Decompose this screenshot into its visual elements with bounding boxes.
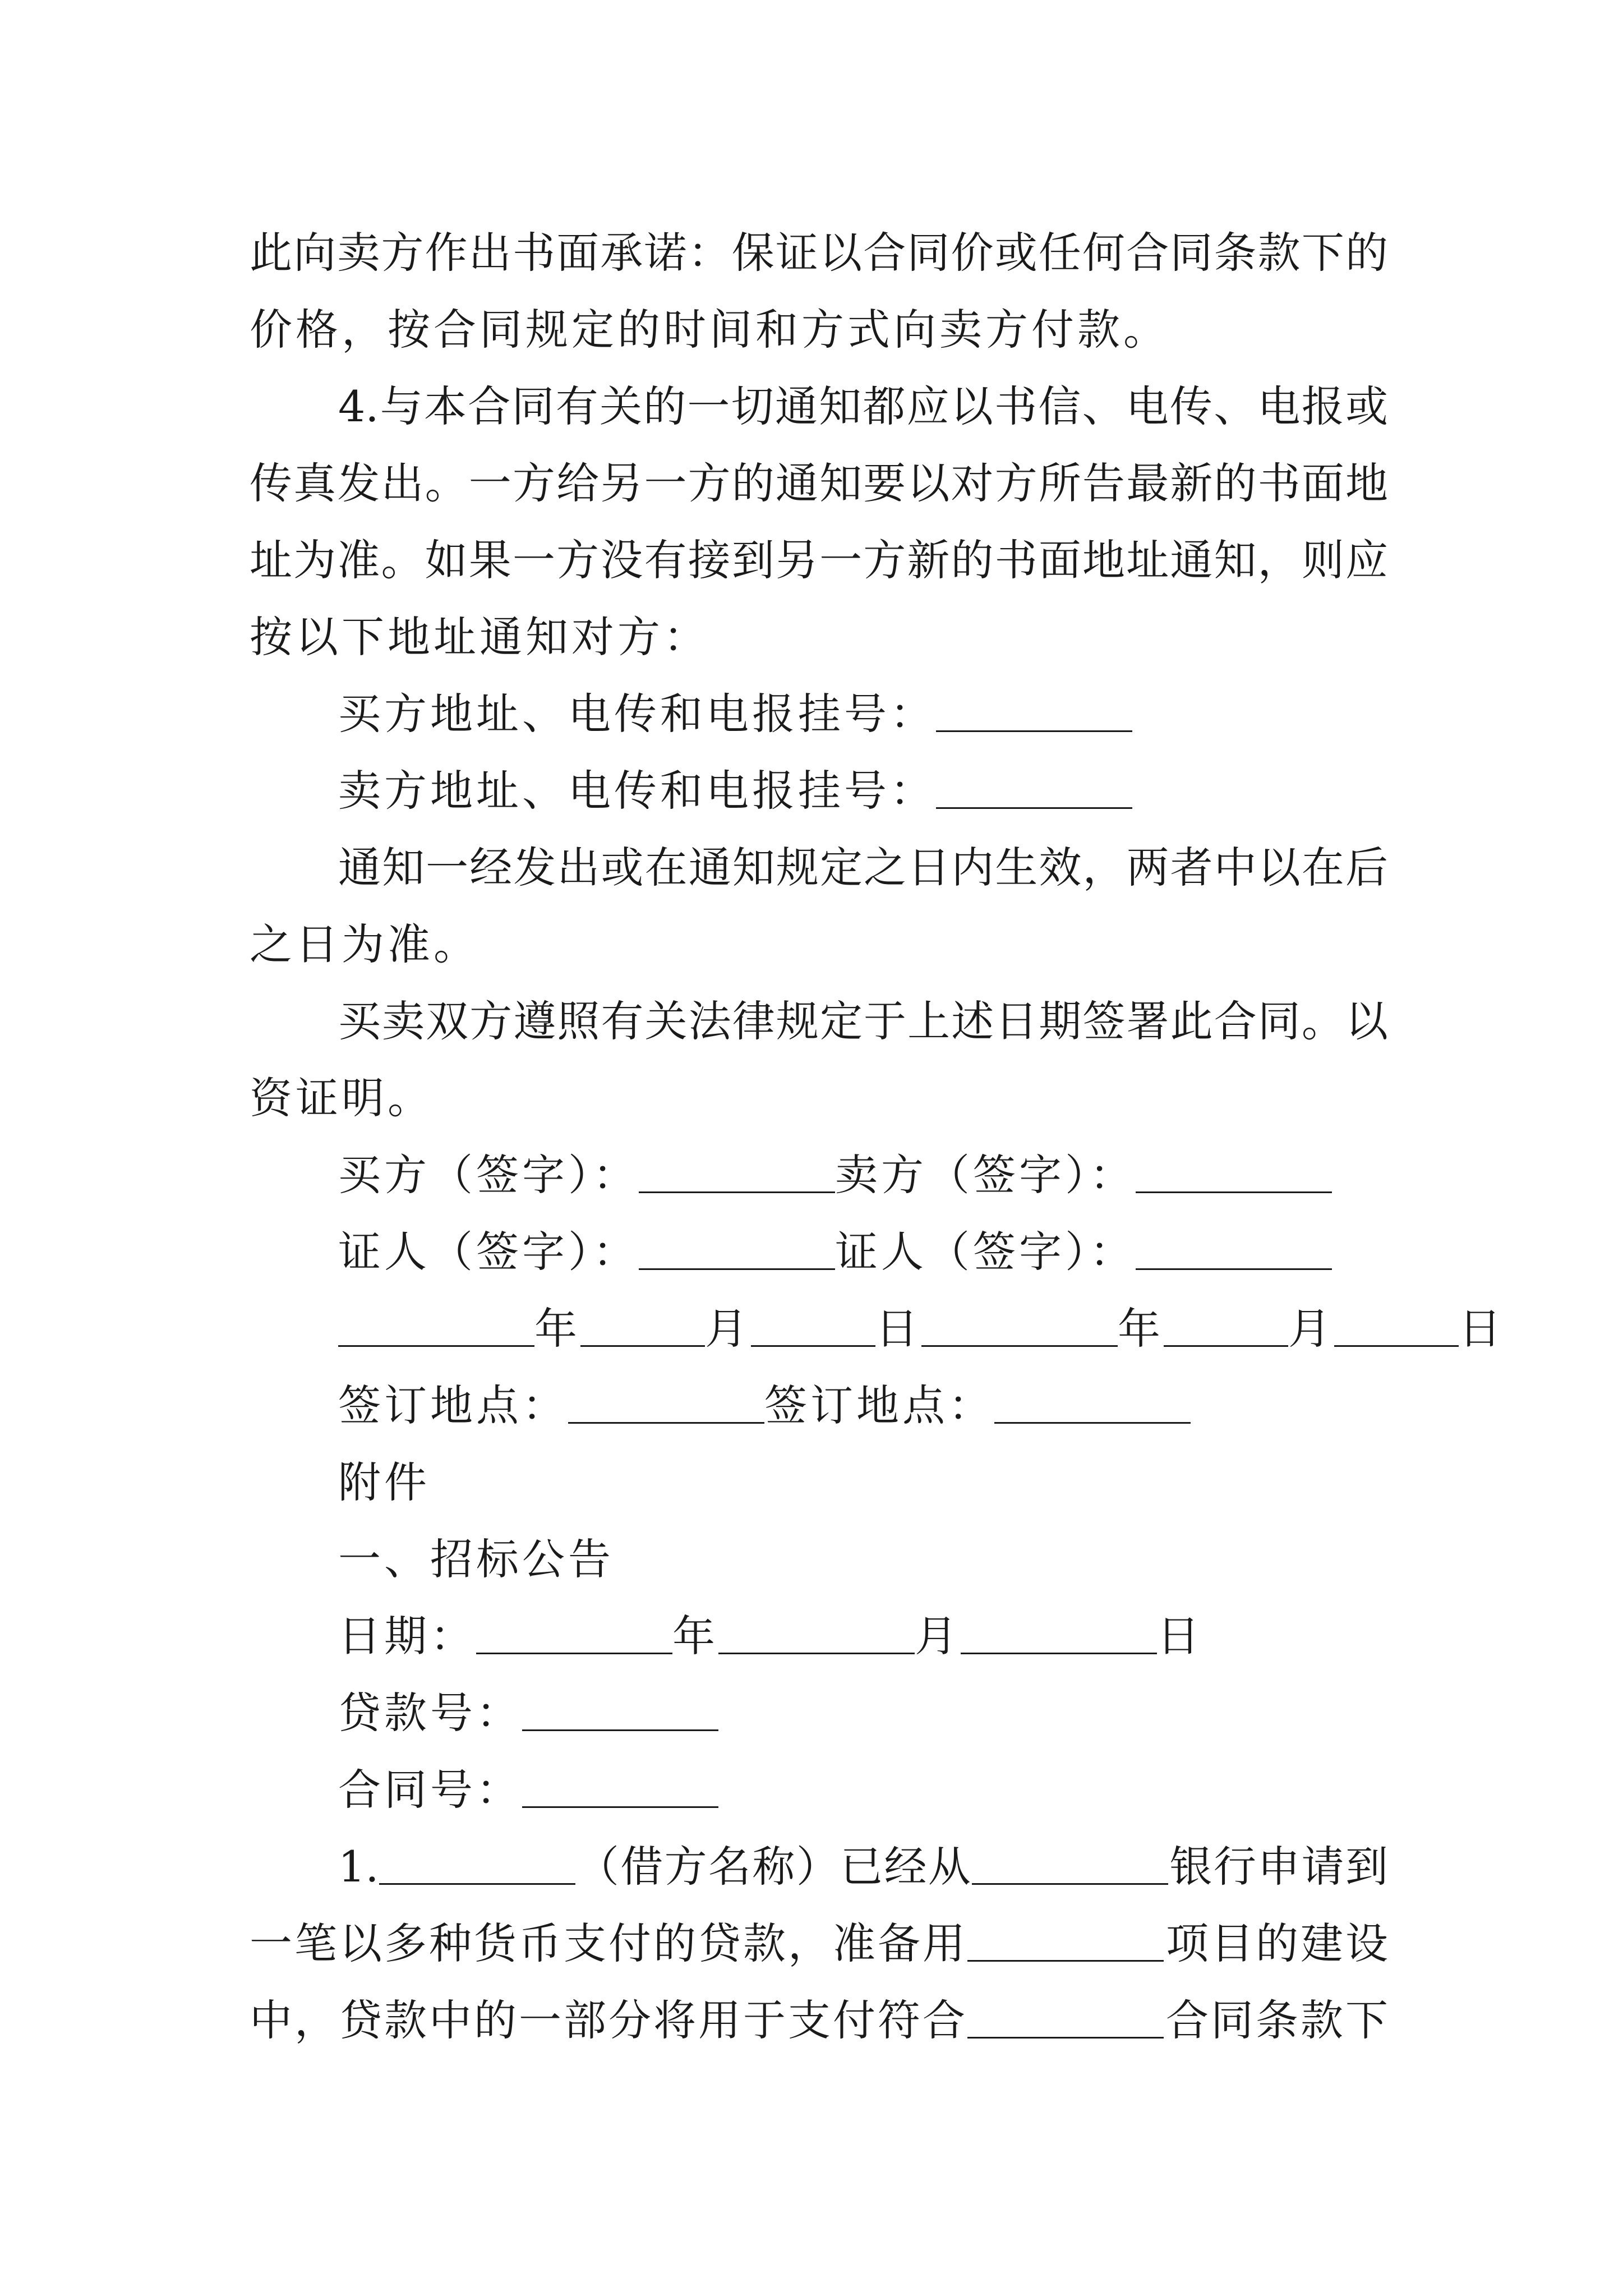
seller-address-line <box>250 752 1388 829</box>
blank-field <box>568 1388 764 1424</box>
blank-field <box>972 1849 1168 1885</box>
paragraph-line: 址为准。如果一方没有接到另一方新的书面地址通知，则应 <box>250 535 1388 585</box>
year-label: 年 <box>534 1304 580 1354</box>
year-label: 年 <box>672 1611 718 1661</box>
signing-place-line <box>250 1367 1388 1444</box>
blank-field <box>379 1849 575 1885</box>
text-segment: （借方名称）已经从 <box>575 1842 972 1892</box>
month-label: 月 <box>1288 1304 1334 1354</box>
paragraph-line: 4.与本合同有关的一切通知都应以书信、电传、电报或 <box>338 381 1388 431</box>
paragraph-line: 此向卖方作出书面承诺：保证以合同价或任何合同条款下的 <box>250 228 1388 278</box>
blank-field <box>936 697 1132 732</box>
blank-field <box>580 1312 705 1347</box>
blank-field <box>1164 1312 1288 1347</box>
blank-field <box>639 1158 835 1193</box>
blank-field <box>1136 1235 1332 1270</box>
day-label: 日 <box>1459 1304 1505 1354</box>
blank-field <box>921 1312 1118 1347</box>
loan-number-label: 贷款号： <box>338 1688 522 1738</box>
text-segment: 项目的建设 <box>1164 1918 1388 1968</box>
text-segment: 银行申请到 <box>1168 1842 1388 1892</box>
blank-field <box>967 1926 1164 1962</box>
text-segment: 合同条款下 <box>1164 1995 1388 2045</box>
date-field-line <box>250 1598 1388 1674</box>
paragraph-line: 传真发出。一方给另一方的通知要以对方所告最新的书面地 <box>250 458 1388 508</box>
witness-signature-label: 证人（签字）： <box>835 1227 1136 1277</box>
paragraph-line: 按以下地址通知对方： <box>250 612 709 662</box>
date-line <box>250 1290 1505 1367</box>
item-number: 1. <box>338 1842 379 1892</box>
seller-address-label: 卖方地址、电传和电报挂号： <box>338 766 936 816</box>
paragraph-line <box>250 1828 1388 1905</box>
buyer-signature-label: 买方（签字）： <box>338 1150 639 1200</box>
section-heading: 一、招标公告 <box>338 1534 614 1584</box>
witness-line <box>250 1213 1388 1290</box>
blank-field <box>961 1619 1157 1654</box>
month-label: 月 <box>705 1304 751 1354</box>
date-label: 日期： <box>338 1611 476 1661</box>
buyer-address-label: 买方地址、电传和电报挂号： <box>338 689 936 739</box>
day-label: 日 <box>1157 1611 1203 1661</box>
blank-field <box>338 1312 534 1347</box>
paragraph-line <box>250 1905 1388 1982</box>
blank-field <box>994 1388 1191 1424</box>
text-segment: 中，贷款中的一部分将用于支付符合 <box>250 1995 967 2045</box>
paragraph-line: 资证明。 <box>250 1073 434 1123</box>
contract-number-label: 合同号： <box>338 1765 522 1815</box>
loan-number-line <box>250 1674 1388 1751</box>
buyer-address-line <box>250 675 1388 752</box>
paragraph-line: 之日为准。 <box>250 919 479 969</box>
paragraph-line: 通知一经发出或在通知规定之日内生效，两者中以在后 <box>338 843 1388 892</box>
blank-field <box>639 1235 835 1270</box>
blank-field <box>476 1619 672 1654</box>
signing-place-label: 签订地点： <box>764 1381 994 1430</box>
blank-field <box>967 2003 1164 2039</box>
paragraph-line: 买卖双方遵照有关法律规定于上述日期签署此合同。以 <box>338 996 1388 1046</box>
text-segment: 一笔以多种货币支付的贷款，准备用 <box>250 1918 967 1968</box>
signature-line <box>250 1137 1388 1213</box>
blank-field <box>522 1696 718 1731</box>
document-page <box>250 214 1505 2059</box>
blank-field <box>522 1773 718 1808</box>
blank-field <box>936 774 1132 809</box>
day-label: 日 <box>875 1304 921 1354</box>
seller-signature-label: 卖方（签字）： <box>835 1150 1136 1200</box>
blank-field <box>1334 1312 1459 1347</box>
month-label: 月 <box>915 1611 961 1661</box>
paragraph-line <box>250 1982 1388 2059</box>
blank-field <box>718 1619 915 1654</box>
blank-field <box>751 1312 875 1347</box>
year-label: 年 <box>1118 1304 1164 1354</box>
attachment-heading: 附件 <box>338 1457 430 1507</box>
paragraph-line: 价格，按合同规定的时间和方式向卖方付款。 <box>250 305 1169 355</box>
blank-field <box>1136 1158 1332 1193</box>
signing-place-label: 签订地点： <box>338 1381 568 1430</box>
contract-number-line <box>250 1751 1388 1828</box>
witness-signature-label: 证人（签字）： <box>338 1227 639 1277</box>
